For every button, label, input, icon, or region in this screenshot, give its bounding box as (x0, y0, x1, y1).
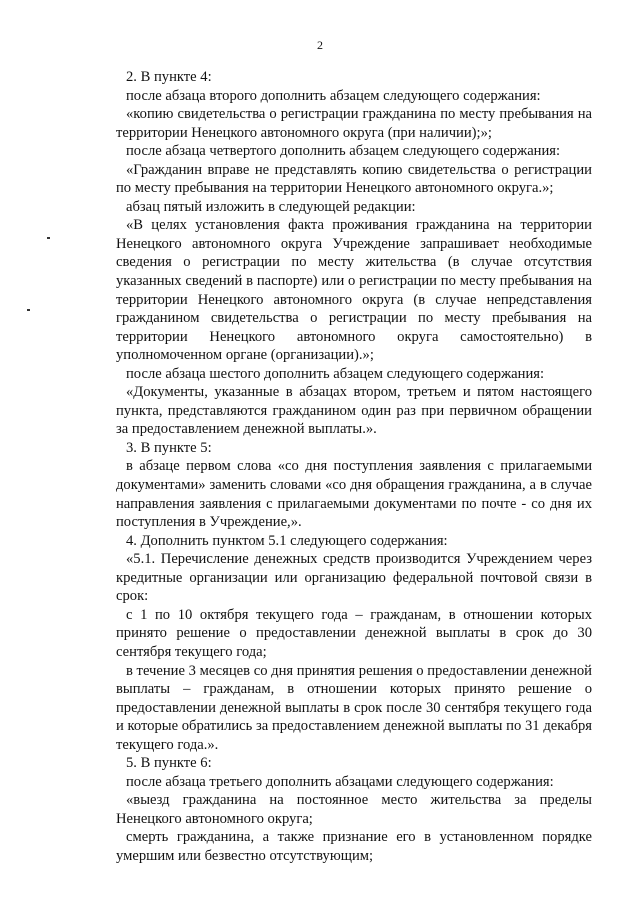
paragraph-quote-documents: «Документы, указанные в абзацах втором, третьем и пятом настоящего пункта, представляются гражданином один раз при первичном обращении за предоставлением денежной выплаты.». (116, 384, 592, 438)
paragraph-quote-5-1-transfer: «5.1. Перечисление денежных средств производится Учреждением через кредитные организации или организацию федеральной почтовой связи в срок: (116, 551, 592, 605)
paragraph-item-5-replace-words: в абзаце первом слова «со дня поступления заявления с прилагаемыми документами» заменить словами «со дня обращения гражданина, а в случае направления заявления с прилагаемыми документами по почте - со дня их поступления в Учреждение,». (116, 458, 592, 531)
paragraph-fifth-new-edition: абзац пятый изложить в следующей редакции: (126, 198, 416, 215)
paragraph-after-sixth: после абзаца шестого дополнить абзацем следующего содержания: (126, 365, 545, 382)
paragraph-item-4-add-5-1: 4. Дополнить пунктом 5.1 следующего содержания: (126, 532, 448, 549)
page-number: 2 (317, 38, 323, 52)
paragraph-item-4-heading: 2. В пункте 4: (126, 69, 212, 85)
paragraph-death-of-citizen: смерть гражданина, а также признание его в установленном порядке умершим или безвестно отсутствующим; (116, 829, 592, 864)
paragraph-quote-citizen-right: «Гражданин вправе не представлять копию свидетельства о регистрации по месту пребывания на территории Ненецкого автономного округа.»; (116, 161, 592, 197)
paragraph-item-6-heading: 5. В пункте 6: (126, 755, 212, 772)
paragraph-quote-residence-fact: «В целях установления факта проживания гражданина на территории Ненецкого автономного округа Учреждение запрашивает необходимые сведения о регистрации по месту жительства (в случае отсутствия указанных сведений в паспорте) или о регистрации по месту пребывания на территории Ненецкого автономного округа (в случае непредставления гражданином свидетельства о регистрации по месту пребывания на территории Ненецкого автономного округа самостоятельно) в уполномоченном органе (организации).»; (116, 217, 592, 364)
document-body (116, 68, 592, 866)
paragraph-after-third: после абзаца третьего дополнить абзацами следующего содержания: (126, 773, 554, 790)
paragraph-three-months-term: в течение 3 месяцев со дня принятия решения о предоставлении денежной выплаты – гражданам, в отношении которых принято решение о предоставлении денежной выплаты в срок после 30 сентября текущего года и которые обратились за предоставлением денежной выплаты по 31 декабря текущего года.». (116, 662, 592, 753)
scan-artifact-mark (27, 309, 30, 311)
paragraph-after-fourth: после абзаца четвертого дополнить абзацем следующего содержания: (126, 143, 561, 160)
scan-artifact-mark (47, 237, 50, 239)
paragraph-quote-copy-certificate: «копию свидетельства о регистрации гражданина по месту пребывания на территории Ненецкого автономного округа (при наличии);»; (116, 106, 592, 141)
paragraph-quote-departure: «выезд гражданина на постоянное место жительства за пределы Ненецкого автономного округа; (116, 792, 592, 827)
paragraph-after-second: после абзаца второго дополнить абзацем следующего содержания: (126, 87, 541, 104)
paragraph-october-term: с 1 по 10 октября текущего года – гражданам, в отношении которых принято решение о предоставлении денежной выплаты в срок до 30 сентября текущего года; (116, 606, 592, 660)
paragraph-item-5-heading: 3. В пункте 5: (126, 439, 212, 456)
